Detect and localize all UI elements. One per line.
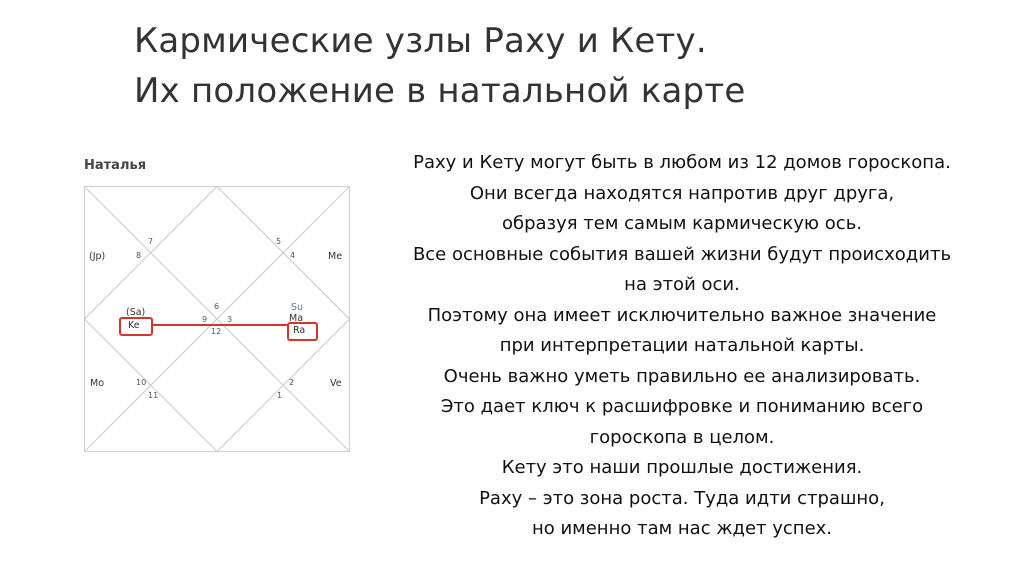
planet-mars: Ma (289, 313, 304, 324)
slide-title-line-2: Их положение в натальной карте (134, 71, 746, 111)
body-text-line: образуя тем самым кармическую ось. (501, 213, 863, 234)
body-text-line: Раху – это зона роста. Туда идти страшно, (479, 487, 885, 509)
house-number-11: 11 (148, 391, 159, 400)
house-number-6: 6 (214, 302, 220, 311)
planet-venus: Ve (330, 378, 342, 389)
house-number-9: 9 (202, 315, 208, 324)
house-number-10: 10 (136, 378, 147, 387)
body-text-line: на этой оси. (624, 274, 740, 295)
body-text-line: Кету это наши прошлые достижения. (501, 457, 863, 478)
body-text-line: Раху и Кету могут быть в любом из 12 домов гороскопа. (413, 152, 951, 173)
planet-rahu: Ra (293, 325, 306, 336)
house-number-7: 7 (148, 237, 154, 246)
body-text-line: при интерпретации натальной карты. (499, 335, 865, 356)
body-text (368, 148, 996, 545)
planet-ketu: Ke (128, 320, 140, 331)
house-number-12: 12 (211, 327, 222, 336)
planet-saturn: (Sa) (126, 307, 146, 318)
body-text-line: Они всегда находятся напротив друг друга, (469, 182, 895, 204)
house-number-1: 1 (277, 391, 283, 400)
slide-title (134, 16, 745, 116)
natal-chart (84, 186, 350, 452)
house-number-5: 5 (276, 237, 282, 246)
natal-chart-svg (84, 186, 350, 452)
house-number-2: 2 (289, 378, 295, 387)
planet-jupiter: (Jp) (89, 251, 106, 262)
slide-title-line-1: Кармические узлы Раху и Кету. (134, 21, 707, 61)
planet-sun: Su (291, 302, 304, 313)
body-text-line: Очень важно уметь правильно ее анализировать. (443, 365, 921, 387)
house-number-4: 4 (290, 251, 296, 260)
body-text-line: Все основные события вашей жизни будут происходить (412, 243, 952, 265)
house-number-8: 8 (136, 251, 142, 260)
body-text-line: гороскопа в целом. (589, 426, 775, 448)
house-number-3: 3 (227, 315, 233, 324)
body-text-line: Это дает ключ к расшифровке и пониманию всего (440, 396, 924, 417)
planet-moon: Mo (90, 378, 105, 389)
body-text-line: Поэтому она имеет исключительно важное значение (427, 304, 937, 326)
body-text-line: но именно там нас ждет успех. (531, 518, 833, 539)
chart-owner-name: Наталья (84, 158, 147, 173)
planet-mercury: Me (328, 251, 343, 262)
